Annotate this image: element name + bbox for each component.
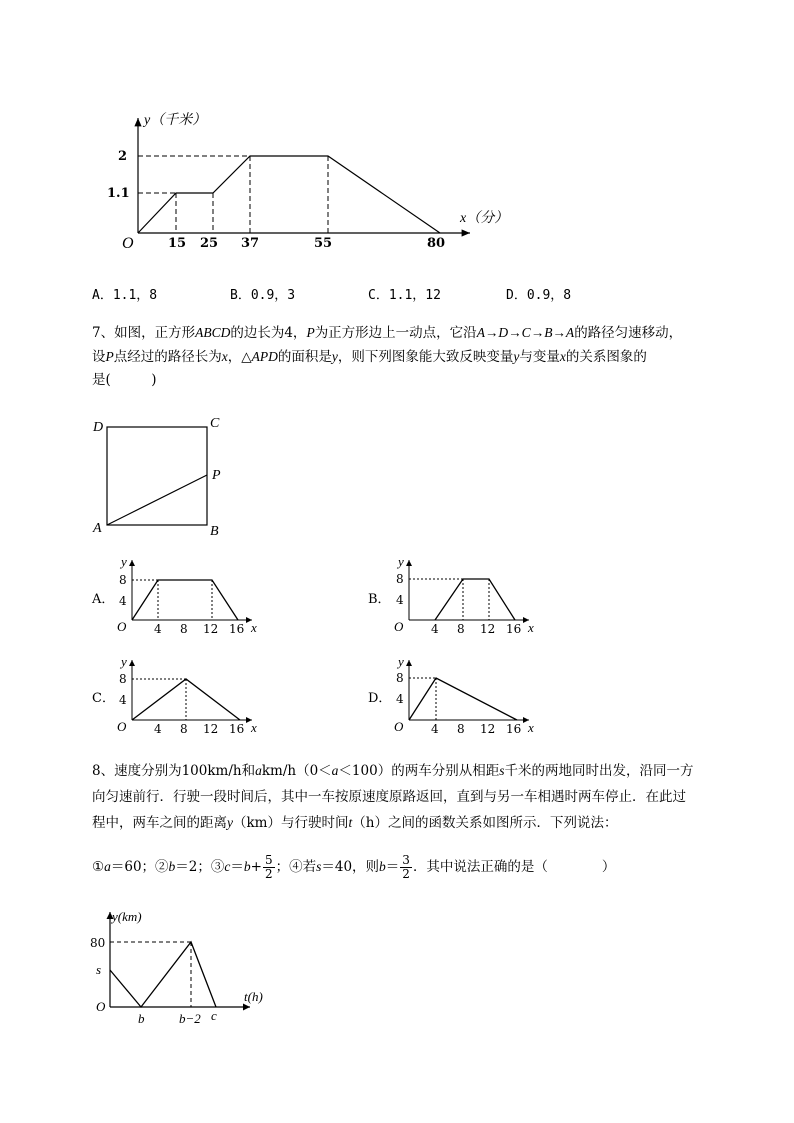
svg-text:x: x bbox=[251, 720, 257, 735]
q6-option-b[interactable]: B．0.9，3 bbox=[230, 288, 296, 303]
q8-fraction-3-2: $\frac{3}{2}$ bbox=[402, 853, 410, 881]
q7-choice-d-label: D． bbox=[368, 691, 392, 706]
q6-ytick-2: 2 bbox=[118, 149, 128, 164]
svg-text:4: 4 bbox=[154, 622, 162, 636]
svg-text:y: y bbox=[398, 554, 404, 569]
svg-text:x: x bbox=[528, 720, 534, 735]
q7-choice-a-curve bbox=[132, 580, 238, 620]
svg-text:4: 4 bbox=[119, 594, 127, 608]
q7-line-3: 是( ) bbox=[92, 372, 157, 388]
q6-option-c[interactable]: C．1.1，12 bbox=[368, 288, 441, 303]
q8-line-1: 8、速度分别为100km/h和akm/h（0＜a＜100）的两车分别从相距s千米的两地同时出发，沿同一方 bbox=[92, 763, 694, 779]
q8-ytick-80: 80 bbox=[90, 936, 106, 950]
q6-option-a[interactable]: A．1.1，8 bbox=[92, 288, 158, 303]
q8-line-2: 向匀速前行．行驶一段时间后，其中一车按原速度原路返回，直到与另一车相遇时两车停止．在此过 bbox=[92, 789, 686, 805]
q6-distance-line bbox=[138, 156, 440, 233]
svg-text:12: 12 bbox=[203, 722, 219, 736]
svg-text:O: O bbox=[394, 719, 404, 734]
svg-text:8: 8 bbox=[457, 622, 465, 636]
q8-question-text bbox=[92, 758, 732, 836]
q8-xtick-b: b bbox=[138, 1011, 145, 1026]
svg-text:12: 12 bbox=[480, 722, 496, 736]
q7-choice-b-label: B． bbox=[368, 592, 391, 607]
q8-distance-line bbox=[110, 942, 216, 1007]
q7-choice-b[interactable] bbox=[368, 554, 534, 636]
svg-text:4: 4 bbox=[431, 722, 439, 736]
q7-question-text bbox=[92, 321, 732, 392]
svg-text:8: 8 bbox=[396, 671, 404, 685]
q6-xtick-37: 37 bbox=[241, 236, 260, 251]
svg-text:16: 16 bbox=[229, 722, 245, 736]
q6-origin: O bbox=[122, 235, 134, 252]
q8-ytick-s: s bbox=[96, 962, 102, 977]
svg-text:y: y bbox=[121, 554, 127, 569]
q6-ytick-1.1: 1.1 bbox=[107, 186, 130, 201]
q6-graph bbox=[0, 0, 794, 260]
q7-square-figure bbox=[0, 410, 794, 550]
svg-text:4: 4 bbox=[154, 722, 162, 736]
q7-choice-a[interactable] bbox=[91, 554, 257, 636]
svg-text:8: 8 bbox=[396, 572, 404, 586]
q7-label-d: D bbox=[93, 420, 104, 435]
svg-text:O: O bbox=[117, 719, 127, 734]
q8-x-label: t(h) bbox=[244, 989, 263, 1004]
q7-segment-ap bbox=[107, 475, 207, 525]
q7-label-a: A bbox=[93, 521, 102, 536]
svg-text:y: y bbox=[398, 654, 404, 669]
q6-xtick-15: 15 bbox=[168, 236, 187, 251]
q8-xtick-c: c bbox=[211, 1008, 217, 1023]
q6-xtick-55: 55 bbox=[314, 236, 333, 251]
svg-text:x: x bbox=[251, 620, 257, 635]
svg-text:4: 4 bbox=[396, 593, 404, 607]
svg-text:8: 8 bbox=[457, 722, 465, 736]
svg-text:16: 16 bbox=[506, 622, 522, 636]
q8-y-label: y(km) bbox=[112, 909, 142, 924]
q6-y-label: y（千米） bbox=[144, 113, 207, 128]
q7-choice-graphs bbox=[0, 550, 794, 750]
svg-text:4: 4 bbox=[119, 693, 127, 707]
svg-text:8: 8 bbox=[119, 672, 127, 686]
q8-statements: ①a＝60；②b＝2；③c＝b+ $\frac{5}{2}$ ；④若s＝40，则b＝ $\frac{3}{2}$ ．其中说法正确的是（ ） bbox=[92, 853, 616, 881]
q8-graph bbox=[0, 900, 794, 1040]
q6-guides bbox=[138, 156, 328, 233]
q7-label-c: C bbox=[210, 416, 220, 431]
svg-text:x: x bbox=[528, 620, 534, 635]
svg-text:12: 12 bbox=[480, 622, 496, 636]
q7-choice-d-curve bbox=[409, 678, 517, 720]
q7-choice-c[interactable] bbox=[92, 654, 257, 736]
svg-text:O: O bbox=[394, 619, 404, 634]
svg-text:8: 8 bbox=[180, 722, 188, 736]
q6-xtick-25: 25 bbox=[200, 236, 219, 251]
svg-text:4: 4 bbox=[431, 622, 439, 636]
svg-text:12: 12 bbox=[203, 622, 219, 636]
q7-choice-d[interactable] bbox=[368, 654, 534, 736]
q7-line-2: 设P点经过的路径长为x，△APD的面积是y，则下列图象能大致反映变量y与变量x的关系图象的 bbox=[92, 349, 647, 365]
q7-square bbox=[107, 427, 207, 525]
q7-line-1: 7、如图，正方形ABCD的边长为4，P为正方形边上一动点，它沿A→D→C→B→A的路径匀速移动， bbox=[92, 325, 683, 341]
q6-xtick-80: 80 bbox=[427, 236, 446, 251]
svg-text:8: 8 bbox=[180, 622, 188, 636]
svg-text:16: 16 bbox=[506, 722, 522, 736]
q6-x-label: x（分） bbox=[460, 211, 509, 226]
svg-text:O: O bbox=[117, 619, 127, 634]
svg-text:8: 8 bbox=[119, 573, 127, 587]
q8-line-3: 程中，两车之间的距离y（km）与行驶时间t（h）之间的函数关系如图所示．下列说法： bbox=[92, 815, 618, 831]
q7-label-b: B bbox=[210, 524, 219, 539]
svg-text:16: 16 bbox=[229, 622, 245, 636]
svg-text:y: y bbox=[121, 654, 127, 669]
q7-label-p: P bbox=[212, 468, 221, 483]
q8-fraction-5-2: $\frac{5}{2}$ bbox=[264, 853, 273, 881]
q7-choice-b-curve bbox=[435, 579, 515, 620]
q7-choice-c-label: C． bbox=[92, 691, 115, 706]
svg-text:4: 4 bbox=[396, 692, 404, 706]
q6-option-d[interactable]: D．0.9，8 bbox=[506, 288, 572, 303]
q8-origin: O bbox=[96, 999, 106, 1014]
q8-guides bbox=[110, 942, 191, 1007]
q7-choice-a-label: A． bbox=[92, 592, 115, 607]
q8-xtick-b-2: b−2 bbox=[179, 1011, 201, 1026]
